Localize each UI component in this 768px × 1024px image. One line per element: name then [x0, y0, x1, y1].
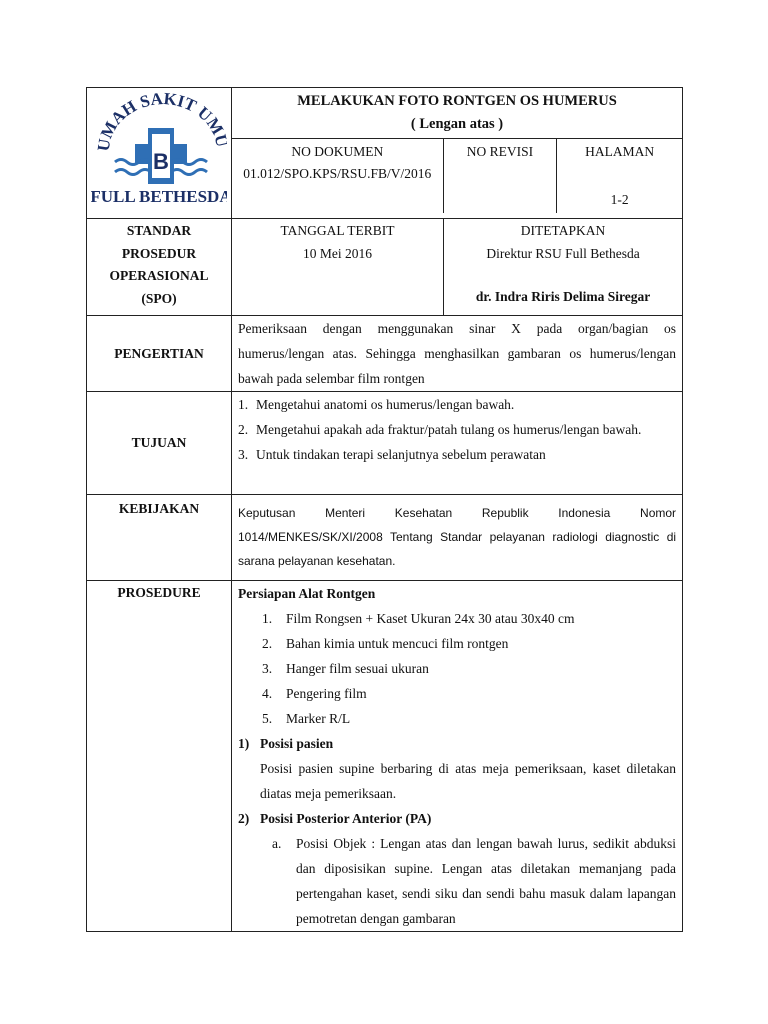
prep-item: 2. Bahan kimia untuk mencuci film rontgen [262, 636, 509, 651]
section2-item: a. Posisi Objek : Lengan atas dan lengan bawah lurus, sedikit abduksi dan diposisikan supine. Lengan atas diletakan memanjang pada pertengahan kaset, sendi siku dan sendi bahu masuk dalam lapangan pemotretan dengan gambaran [272, 836, 677, 926]
prep-item: 5. Marker R/L [262, 711, 351, 726]
tujuan-list [232, 392, 683, 495]
tujuan-item: 1. Mengetahui anatomi os humerus/lengan bawah. [238, 397, 515, 412]
section1-text: Posisi pasien supine berbaring di atas meja pemeriksaan, kaset diletakan diatas meja pemeriksaan. [260, 761, 677, 801]
logo-arc-text: UMAH SAKIT UM [93, 92, 227, 153]
section-heading: 2) Posisi Posterior Anterior (PA) [238, 811, 432, 826]
revision-label: NO REVISI [466, 144, 534, 159]
spo-line-3: OPERASIONAL [109, 268, 209, 283]
prep-item: 1. Film Rongsen + Kaset Ukuran 24x 30 atau 30x40 cm [262, 611, 575, 626]
document-title: MELAKUKAN FOTO RONTGEN OS HUMERUS [297, 93, 617, 109]
page-value: 1-2 [610, 192, 629, 207]
tujuan-label: TUJUAN [87, 392, 232, 495]
approved-label: DITETAPKAN [520, 223, 606, 238]
kebijakan-label: KEBIJAKAN [87, 495, 232, 581]
doc-number-value: 01.012/SPO.KPS/RSU.FB/V/2016 [243, 166, 432, 181]
title-block [232, 88, 683, 219]
prosedure-label: PROSEDURE [87, 581, 232, 932]
spo-line-1: STANDAR [126, 223, 192, 238]
doc-number-label: NO DOKUMEN [291, 144, 384, 159]
prep-item: 3. Hanger film sesuai ukuran [262, 661, 429, 676]
approved-by: Direktur RSU Full Bethesda [486, 245, 640, 261]
section-heading: 1) Posisi pasien [238, 736, 334, 751]
hospital-logo [91, 92, 227, 210]
document-subtitle: ( Lengan atas ) [410, 116, 504, 132]
issue-date-cell [232, 219, 444, 316]
prosedure-content [232, 581, 683, 932]
hospital-name: FULL BETHESDA [91, 187, 227, 206]
issue-date-value: 10 Mei 2016 [303, 245, 372, 261]
prep-item: 4. Pengering film [262, 686, 367, 701]
spo-line-2: PROSEDUR [121, 245, 197, 261]
tujuan-item: 2. Mengetahui apakah ada fraktur/patah tulang os humerus/lengan bawah. [238, 422, 642, 437]
approval-cell [444, 219, 683, 316]
signer-name: dr. Indra Riris Delima Siregar [475, 289, 651, 304]
pengertian-label: PENGERTIAN [87, 316, 232, 392]
kebijakan-text: Keputusan Menteri Kesehatan Republik Indonesia Nomor 1014/MENKES/SK/XI/2008 Tentang Standar pelayanan radiologi diagnostic di sarana pelayanan kesehatan. [232, 495, 683, 581]
pengertian-text: Pemeriksaan dengan menggunakan sinar X pada organ/bagian os humerus/lengan atas. Sehingga menghasilkan gambaran os humerus/lengan bawah pada selembar film rontgen [232, 316, 683, 392]
spo-table [86, 87, 683, 932]
spo-line-4: (SPO) [141, 290, 177, 306]
hospital-logo-cell [87, 88, 232, 219]
tujuan-item: 3. Untuk tindakan terapi selanjutnya sebelum perawatan [238, 447, 546, 462]
logo-letter: B [153, 149, 169, 174]
page-label: HALAMAN [585, 144, 655, 159]
spo-label-cell [87, 219, 232, 316]
issue-date-label: TANGGAL TERBIT [280, 223, 395, 238]
prep-heading: Persiapan Alat Rontgen [238, 586, 376, 601]
